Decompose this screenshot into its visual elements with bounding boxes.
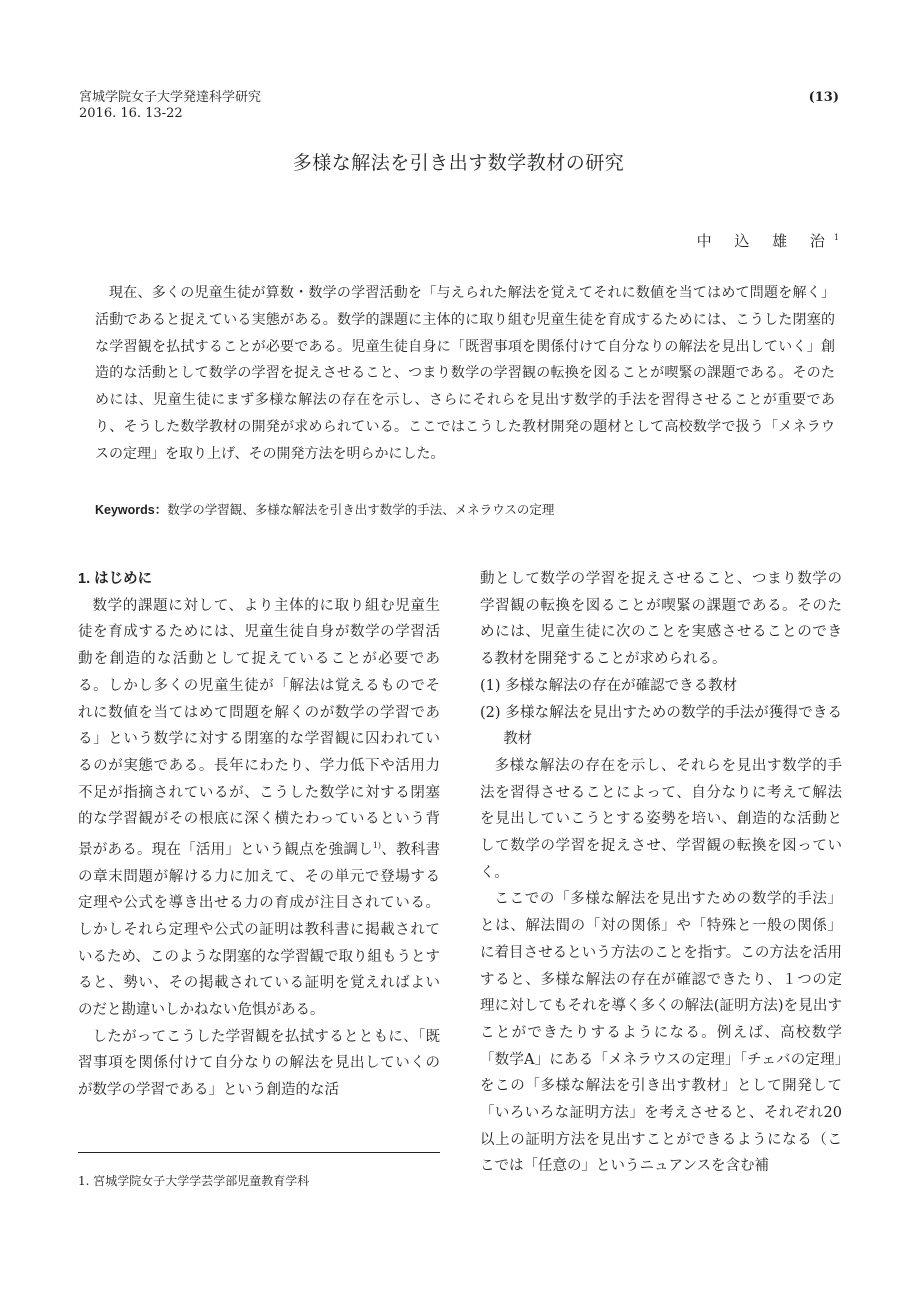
paragraph-text: 、教科書の章末問題が解ける力に加えて、その単元で登場する定理や公式を導き出せる力の育成が注目されている。しかしそれら定理や公式の証明は教科書に掲載されているため、このような閉塞的な学習観で取り組もうとすると、勢い、その掲載されている証明を覚えればよいのだと勘違いしかねない危惧がある。 [78, 841, 441, 1019]
journal-issue: 2016. 16. 13-22 [79, 106, 183, 121]
paper-title: 多様な解法を引き出す数学教材の研究 [292, 152, 625, 174]
list-item: (2) 多様な解法を見出すための数学的手法が獲得できる教材 [480, 704, 842, 748]
paragraph: 動として数学の学習を捉えさせること、つまり数学の学習観の転換を図ることが喫緊の課題である。そのためには、児童生徒に次のことを実感させることのできる教材を開発することが求められる。 [480, 571, 842, 668]
paragraph: したがってこうした学習観を払拭するとともに、「既習事項を関係付けて自分なりの解法を見出していくのが数学の学習である」という創造的な活 [78, 1028, 440, 1099]
paragraph [78, 593, 440, 1024]
keywords [95, 500, 554, 518]
page-number: (13) [808, 90, 839, 105]
paragraph-text: 数学的課題に対して、より主体的に取り組む児童生徒を育成するためには、児童生徒自身が数学の学習活動を創造的な活動として捉えていることが必要である。しかし多くの児童生徒が「解法は覚えるものでそれに数値を当てはめて問題を解くのが数学の学習である」という数学に対する閉塞的な学習観に囚われているのが実態である。長年にわたり、学力低下や活用力不足が指摘されているが、こうした数学に対する閉塞的な学習観がその根底に深く横たわっているという背景がある。現在「活用」という観点を強調し [78, 597, 440, 858]
abstract-text: 現在、多くの児童生徒が算数・数学の学習活動を「与えられた解法を覚えてそれに数値を当てはめて問題を解く」活動であると捉えている実態がある。数学的課題に主体的に取り組む児童生徒を育成するためには、こうした閉塞的な学習観を払拭することが必要である。児童生徒自身に「既習事項を関係付けて自分なりの解法を見出していく」創造的な活動として数学の学習を捉えさせること、つまり数学の学習観の転換を図ることが喫緊の課題である。そのためには、児童生徒にまず多様な解法の存在を示し、さらにそれらを見出す数学的手法を習得させることが重要であり、そうした数学教材の開発が求められている。ここではこうした教材開発の題材として高校数学で扱う「メネラウスの定理」を取り上げ、その開発方法を明らかにした。 [95, 285, 835, 462]
footnote-divider [78, 1152, 440, 1153]
body-column-right [480, 566, 842, 1180]
journal-name: 宮城学院女子大学発達科学研究 [79, 90, 262, 105]
section-heading: 1. はじめに [78, 571, 153, 587]
list-item: (1) 多様な解法の存在が確認できる教材 [480, 677, 738, 694]
paragraph: 多様な解法の存在を示し、それらを見出す数学的手法を習得させることによって、自分なりに考えて解法を見出していこうとする姿勢を培い、創造的な活動として数学の学習を捉えさせ、学習観の転換を図っていく。 [480, 757, 842, 881]
abstract [95, 280, 835, 468]
paragraph: ここでの「多様な解法を見出すための数学的手法」とは、解法間の「対の関係」や「特殊と一般の関係」に着目させるという方法のことを指す。この方法を活用すると、多様な解法の存在が確認できたり、１つの定理に対してもそれを導く多くの解法(証明方法)を見出すことができたりするようになる。例えば、高校数学「数学A」にある「メネラウスの定理」「チェバの定理」をこの「多様な解法を引き出す教材」として開発して「いろいろな証明方法」を考えさせると、それぞれ20以上の証明方法を見出すことができるようになる（ここでは「任意の」というニュアンスを含む補 [480, 891, 842, 1175]
keywords-label: Keywords： [95, 503, 168, 517]
body-column-left [78, 566, 440, 1104]
citation-ref: 1) [372, 841, 382, 851]
author-name: 中 込 雄 治 [696, 232, 834, 250]
author-footnote-mark: 1 [833, 233, 839, 242]
journal-header [79, 90, 261, 122]
keywords-text: 数学の学習観、多様な解法を引き出す数学的手法、メネラウスの定理 [167, 502, 555, 517]
footnote: 1. 宮城学院女子大学学芸学部児童教育学科 [78, 1174, 310, 1188]
author-line [697, 230, 839, 251]
